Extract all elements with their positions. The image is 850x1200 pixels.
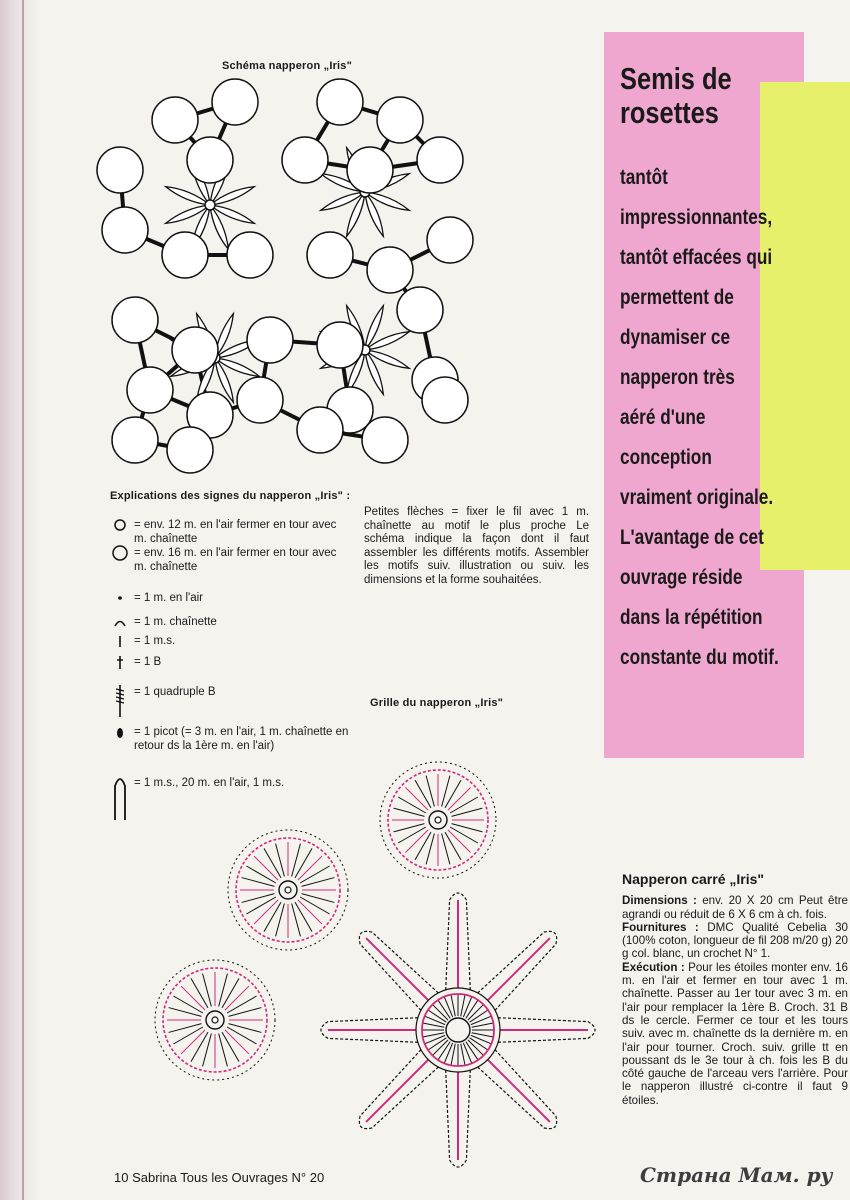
execution-label: Exécution : xyxy=(622,960,685,974)
assembly-note: Petites flèches = fixer le fil avec 1 m. chaînette au motif le plus proche Le schéma indique la façon dont il faut assembler les différents motifs. Assembler les motifs suiv. illustration ou suiv. les dimensions et la forme souhaitées. xyxy=(364,506,589,586)
stitch xyxy=(225,1030,249,1054)
stitch xyxy=(405,830,428,853)
ring-circle xyxy=(422,377,468,423)
ring-circle xyxy=(112,297,158,343)
stitch xyxy=(298,900,322,924)
ring-circle xyxy=(377,97,423,143)
bar-icon xyxy=(110,634,134,654)
arc-icon xyxy=(110,615,134,635)
rosette xyxy=(228,830,348,950)
stitch xyxy=(181,1030,205,1054)
legend-text: = env. 16 m. en l'air fermer en tour avec m. chaînette xyxy=(134,547,337,573)
ring-circle xyxy=(127,367,173,413)
small-circle-icon xyxy=(110,518,134,546)
ring-circle xyxy=(362,417,408,463)
loop-icon xyxy=(110,776,134,822)
sidebar-body-line: permettent de xyxy=(620,286,734,309)
legend-item xyxy=(110,546,350,574)
ring-circle xyxy=(227,232,273,278)
legend-item xyxy=(110,518,350,546)
ring-circle xyxy=(102,207,148,253)
large-circle-icon xyxy=(110,546,134,574)
ring-circle xyxy=(247,317,293,363)
legend-item xyxy=(110,591,350,611)
recipe-supplies xyxy=(622,921,848,961)
ring-circle xyxy=(97,147,143,193)
page-gutter-line xyxy=(22,0,24,1200)
ring-circle xyxy=(347,147,393,193)
sidebar-body-line: tantôt xyxy=(620,166,668,189)
ring-circle xyxy=(417,137,463,183)
ring-circle xyxy=(282,137,328,183)
headline-line: rosettes xyxy=(620,95,719,130)
watermark: Страна Мам. ру xyxy=(640,1163,833,1187)
legend-text: = 1 m.s., 20 m. en l'air, 1 m.s. xyxy=(134,777,285,789)
ring-circle xyxy=(367,247,413,293)
center-dot xyxy=(285,887,291,893)
sidebar-body-line: constante du motif. xyxy=(620,646,779,669)
ring-circle xyxy=(187,137,233,183)
sidebar-body-line: dynamiser ce xyxy=(620,326,731,349)
legend-text: = 1 B xyxy=(134,656,162,668)
sidebar-body-line: L'avantage de cet xyxy=(620,526,764,549)
legend-text: = 1 m. chaînette xyxy=(134,616,217,628)
ring-circle xyxy=(317,79,363,125)
sidebar-body-line: napperon très xyxy=(620,366,735,389)
picot-icon xyxy=(110,725,134,753)
schema-title: Schéma napperon „Iris" xyxy=(222,60,353,72)
stitch xyxy=(405,787,428,810)
page-left-edge xyxy=(0,0,40,1200)
stitch xyxy=(254,856,278,880)
stitch xyxy=(448,787,471,810)
ring-circle xyxy=(152,97,198,143)
sidebar-body-line: aéré d'une xyxy=(620,406,706,429)
rosette xyxy=(155,960,275,1080)
ring-circle xyxy=(112,417,158,463)
cross-icon xyxy=(110,655,134,675)
sidebar-body-line: dans la répétition xyxy=(620,606,763,629)
center-dot xyxy=(435,817,441,823)
supplies-label: Fournitures : xyxy=(622,920,699,934)
legend-text: = 1 picot (= 3 m. en l'air, 1 m. chaînette en retour ds la 1ère m. en l'air) xyxy=(134,726,349,752)
legend-item xyxy=(110,634,350,654)
ring-circle xyxy=(167,427,213,473)
sidebar-body-line: conception xyxy=(620,446,712,469)
stitch xyxy=(225,986,249,1010)
supplies-text: DMC Qualité Cebelia 30 (100% coton, longueur de fil 208 m/20 g) 20 g col. blanc, un crochet N° 1. xyxy=(622,920,848,961)
sidebar-body-line: vraiment originale. xyxy=(620,486,774,509)
ring-circle xyxy=(162,232,208,278)
legend-item xyxy=(110,685,350,719)
sidebar-body-line: impressionnantes, xyxy=(620,206,773,229)
center-dot xyxy=(212,1017,218,1023)
schema-diagram xyxy=(90,80,490,480)
stitch xyxy=(448,830,471,853)
headline-line: Semis de xyxy=(620,61,732,96)
dot-icon xyxy=(110,591,134,611)
legend-text: = 1 quadruple B xyxy=(134,686,216,698)
recipe-execution xyxy=(622,961,848,1107)
ring-circle xyxy=(307,232,353,278)
ring-circle xyxy=(397,287,443,333)
dimensions-text: env. 20 X 20 cm Peut être agrandi ou réduit de 6 X 6 cm à ch. fois. xyxy=(622,894,848,921)
sidebar-headline xyxy=(620,62,768,130)
sidebar-body-line: ouvrage réside xyxy=(620,566,743,589)
legend-title: Explications des signes du napperon „Iris" : xyxy=(110,490,351,502)
flower-center xyxy=(205,200,215,210)
ring-circle xyxy=(297,407,343,453)
ring-circle xyxy=(427,217,473,263)
legend-text: = env. 12 m. en l'air fermer en tour avec m. chaînette xyxy=(134,519,337,545)
ring-circle xyxy=(172,327,218,373)
quadruple-icon xyxy=(110,685,134,719)
legend-item xyxy=(110,655,350,675)
stitch xyxy=(181,986,205,1010)
page-footer: 10 Sabrina Tous les Ouvrages N° 20 xyxy=(114,1170,325,1185)
recipe-title: Napperon carré „Iris" xyxy=(622,871,765,887)
dimensions-label: Dimensions : xyxy=(622,894,697,908)
rosette xyxy=(380,762,496,878)
legend-text: = 1 m. en l'air xyxy=(134,592,203,604)
stitch xyxy=(298,856,322,880)
crochet-grid-diagram xyxy=(140,730,610,1160)
execution-text: Pour les étoiles monter env. 16 m. en l'air et fermer en tour avec 1 m. chaînette. Passer au 1er tour avec 3 m. en l'air pour remplacer la 1ère B. Croch. 31 B ds le cercle. Fermer ce tour et les tours suiv. avec m. chaînette ds la dernière m. en l'air pour tourner. Croch. suiv. grille tt en poussant ds le 3e tour à ch. fois les B du côté gauche de l'arceau vers l'arrière. Pour le napperon illustré ci-contre il faut 9 étoiles. xyxy=(622,960,848,1107)
recipe-block xyxy=(622,873,848,1107)
sidebar-body xyxy=(620,158,809,678)
stitch xyxy=(254,900,278,924)
legend-item xyxy=(110,615,350,635)
ring-circle xyxy=(317,322,363,368)
ring-circle xyxy=(212,79,258,125)
grid-title: Grille du napperon „Iris" xyxy=(370,697,504,709)
sidebar-body-line: tantôt effacées qui xyxy=(620,246,773,269)
legend-text: = 1 m.s. xyxy=(134,635,176,647)
ring-circle xyxy=(237,377,283,423)
recipe-dimensions xyxy=(622,894,848,921)
